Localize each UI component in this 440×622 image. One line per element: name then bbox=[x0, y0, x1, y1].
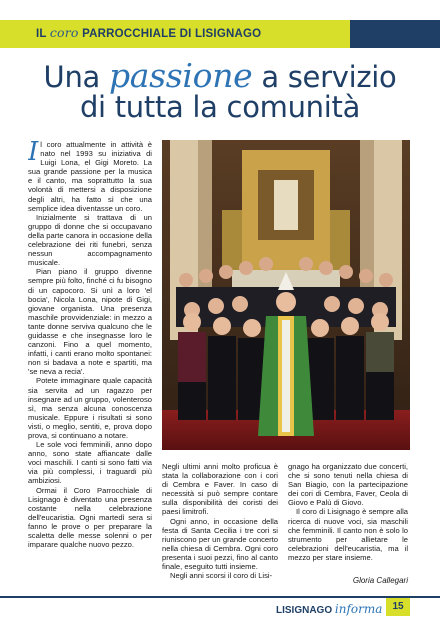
magazine-brand bbox=[276, 602, 382, 616]
footer-rule bbox=[0, 596, 440, 598]
section-header bbox=[0, 20, 440, 48]
paragraph: Le sole voci femminili, anno dopo anno, sono state affiancate dalle voci maschili. I canti si sono fatti via via più complessi, i traguardi più ambiziosi. bbox=[28, 440, 152, 486]
section-label-script: coro bbox=[49, 25, 79, 40]
paragraph: Inizialmente si trattava di un gruppo di donne che si occupavano della parte canora in occasione della celebrazione dei riti funebri, senza nessun accompagnamento musicale. bbox=[28, 212, 152, 268]
page-number: 15 bbox=[386, 598, 410, 616]
author-signature: Gloria Callegari bbox=[352, 576, 408, 585]
paragraph: Negli anni scorsi il coro di Lisi- bbox=[170, 571, 273, 581]
paragraph: Ogni anno, in occasione della festa di Santa Cecilia i tre cori si riuniscono per un grande concerto nella chiesa di Cembra. Ogni coro presenta i suoi pezzi, fino al canto finale, eseguito tutti insieme. bbox=[162, 516, 278, 572]
paragraph: Pian piano il gruppo divenne sempre più folto, finché ci fu bisogno di un capocoro. Si unì a loro 'el bocia', Nicola Lona, nipote di Gigi, giovane organista. Una presenza maschile provvidenziale: in mezzo a tante donne serviva qualcuno che le guidasse e che insegnasse loro le canzoni. Fino a quel momento, infatti, i canti erano molto spontanei: non si badava a note e spartiti, ma 'se neva a recia'. bbox=[28, 267, 152, 377]
magazine-brand-name: LISIGNAGO bbox=[276, 605, 333, 616]
section-label-suffix: PARROCCHIALE DI LISIGNAGO bbox=[82, 28, 262, 40]
magazine-brand-script: informa bbox=[334, 602, 383, 616]
section-label-prefix: IL bbox=[36, 28, 47, 40]
paragraph: Potete immaginare quale capacità sia servita ad un ragazzo per insegnare ad un gruppo, volenteroso sì, ma senza alcuna conoscenza musicale. Eppure i risultati si sono visti, o meglio, sentiti, e, prova dopo prova, si continuano a notare. bbox=[28, 376, 152, 440]
choir-group-photo bbox=[162, 140, 410, 450]
title-script-word: passione bbox=[108, 56, 253, 95]
header-navy-block bbox=[350, 20, 440, 48]
article-title-line2: di tutta la comunità bbox=[79, 90, 361, 124]
paragraph: Ormai il Coro Parrocchiale di Lisignago è diventato una presenza costante nella celebrazione dell'eucaristia. Ogni martedì sera si fanno le prove o per preparare la scaletta delle messe solenni o per imparare qualche nuovo pezzo. bbox=[28, 485, 152, 550]
title-word-before: Una bbox=[43, 60, 101, 94]
paragraph: gnago ha organizzato due concerti, che si sono tenuti nella chiesa di San Biagio, con la partecipazione dei cori di Cembra, Faver, Ceola di Giovo e Palù di Giovo. bbox=[288, 462, 408, 508]
article-column-left bbox=[28, 140, 152, 585]
article-column-middle bbox=[162, 462, 278, 590]
article-column-right bbox=[288, 462, 408, 580]
paragraph: Il coro di Lisignago è sempre alla ricerca di nuove voci, sia maschili che femminili. Il canto non è solo lo strumento per allietare le celebrazioni dell'eucaristia, ma il mezzo per stare insieme. bbox=[288, 507, 408, 562]
title-word-after: a servizio bbox=[261, 60, 397, 94]
drop-cap: I bbox=[28, 140, 39, 167]
paragraph: Il coro attualmente in attività è nato nel 1993 su iniziativa di Luigi Lona, el Gigi Moreto. La sua grande passione per la musica e il canto, ma soprattutto la sua volontà di mettersi a disposizione degli altri, ha fatto sì che una semplice idea diventasse un coro. bbox=[28, 140, 152, 213]
choir-photo-illustration bbox=[162, 140, 410, 450]
paragraph: Negli ultimi anni molto proficua è stata la collaborazione con i cori di Cembra e Faver. In caso di necessità si può sempre contare sulla disponibilità dei coristi dei paesi limitrofi. bbox=[162, 462, 278, 517]
section-label bbox=[36, 25, 261, 40]
